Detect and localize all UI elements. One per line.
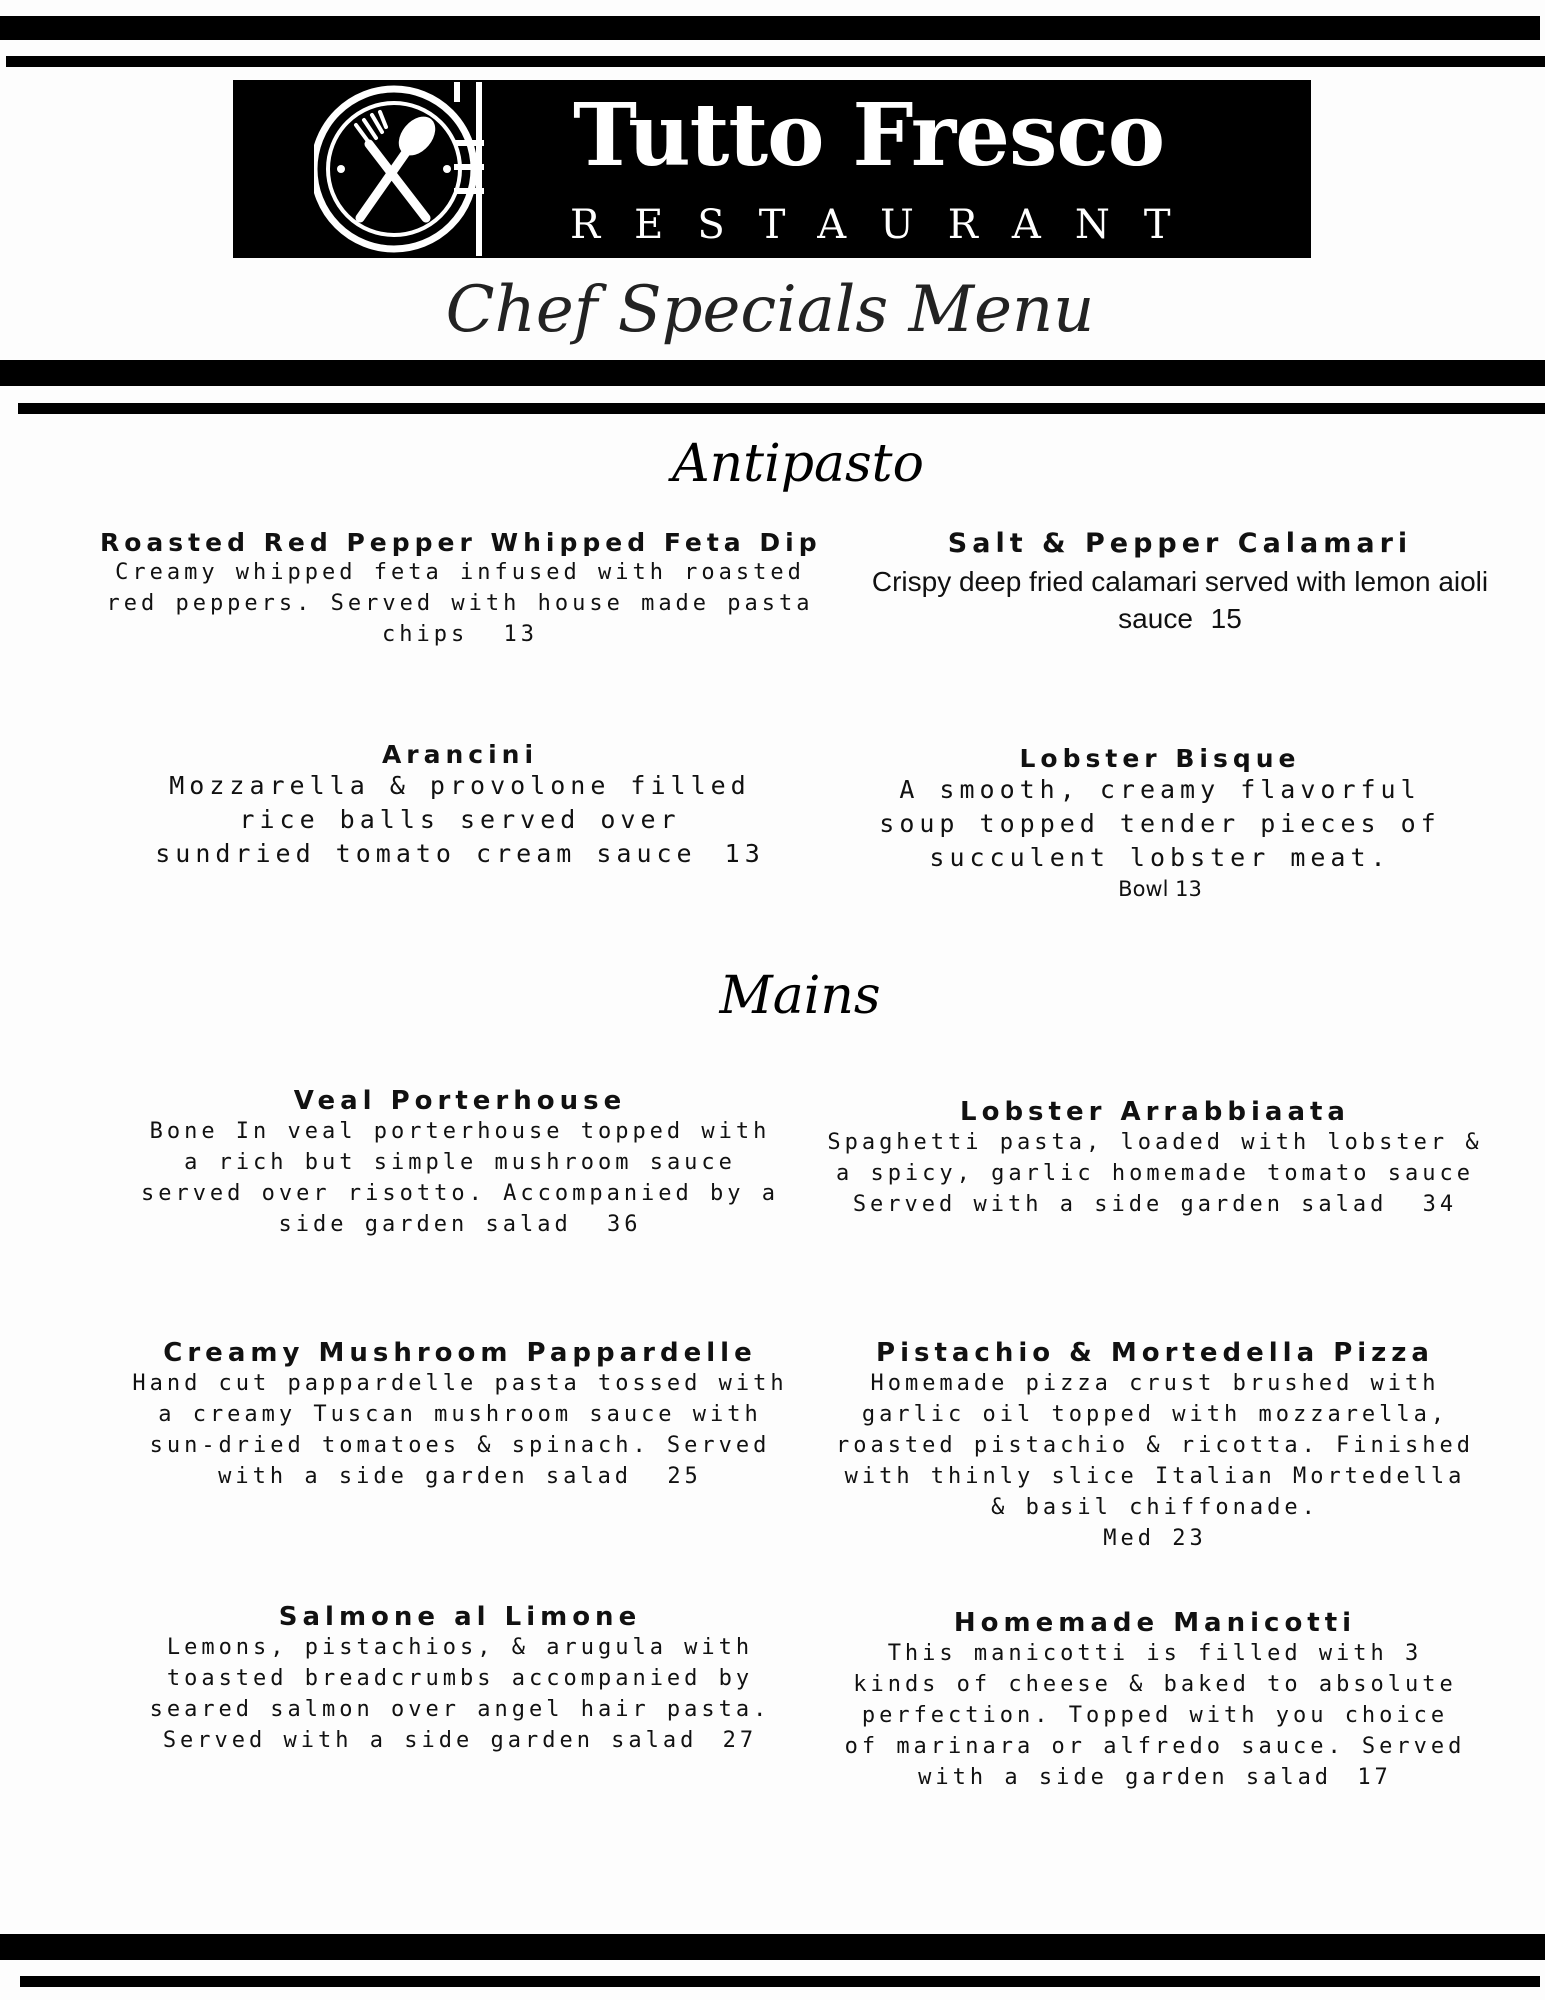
item-name: Creamy Mushroom Pappardelle <box>163 1338 757 1368</box>
item-name: Lobster Bisque <box>1019 744 1301 773</box>
menu-item <box>100 528 820 650</box>
item-price: Bowl 13 <box>1118 877 1202 901</box>
item-price: 13 <box>503 622 538 647</box>
restaurant-name: Tutto Fresco <box>573 85 1165 186</box>
header-bottom-bar-thick <box>0 360 1545 386</box>
item-name: Homemade Manicotti <box>953 1608 1357 1638</box>
item-price: 15 <box>1210 603 1242 634</box>
item-price: 36 <box>606 1212 642 1237</box>
item-name: Arancini <box>381 740 539 769</box>
item-name: Salt & Pepper Calamari <box>947 528 1413 559</box>
item-name: Lobster Arrabbiaata <box>960 1097 1350 1127</box>
top-bar-thin <box>6 56 1545 67</box>
item-description-text: Bone In veal porterhouse topped with a rich but simple mushroom sauce served over risotto. Accompanied by a side garden salad <box>140 1119 780 1237</box>
item-description-text: Crispy deep fried calamari served with lemon aioli sauce <box>871 566 1489 634</box>
menu-item <box>120 1338 800 1492</box>
item-price: 25 <box>667 1464 702 1489</box>
item-description <box>100 557 820 650</box>
item-description-text: Creamy whipped feta infused with roasted red peppers. Served with house made pasta chips <box>106 560 814 647</box>
logo-banner <box>233 80 1311 258</box>
item-description-text: Spaghetti pasta, loaded with lobster & a spicy, garlic homemade tomato sauce Served with a side garden salad <box>827 1130 1483 1217</box>
item-price: Med 23 <box>1103 1526 1207 1551</box>
menu-title: Chef Specials Menu <box>445 273 1095 347</box>
item-description <box>150 769 770 871</box>
menu-item <box>860 528 1500 637</box>
section-title-antipasto: Antipasto <box>672 434 924 494</box>
menu-item <box>150 740 770 871</box>
item-description <box>860 563 1500 637</box>
item-description: A smooth, creamy flavorful soup topped tender pieces of succulent lobster meat. <box>879 775 1441 872</box>
menu-item <box>830 1338 1480 1554</box>
fork-spoon-plate-icon <box>314 80 492 258</box>
top-bar-thick <box>0 16 1540 40</box>
item-description <box>140 1632 780 1756</box>
item-name: Salmone al Limone <box>278 1602 642 1632</box>
item-price: 27 <box>722 1728 758 1753</box>
menu-item <box>140 1086 780 1240</box>
item-description: Homemade pizza crust brushed with garlic oil topped with mozzarella, roasted pistachio & ricotta. Finished with thinly slice Italian Mortedella & basil chiffonade. <box>835 1371 1475 1520</box>
restaurant-subtitle: RESTAURANT <box>570 202 1205 248</box>
menu-item <box>850 744 1470 903</box>
item-name: Pistachio & Mortedella Pizza <box>876 1338 1434 1368</box>
item-description-text: Lemons, pistachios, & arugula with toasted breadcrumbs accompanied by seared salmon over angel hair pasta. Served with a side garden salad <box>149 1635 771 1753</box>
item-description-text: Hand cut pappardelle pasta tossed with a creamy Tuscan mushroom sauce with sun-dried tomatoes & spinach. Served with a side garden salad <box>132 1371 788 1489</box>
item-description-text: This manicotti is filled with 3 kinds of cheese & baked to absolute perfection. Topped with you choice of marinara or alfredo sauce. Served with a side garden salad <box>844 1641 1466 1790</box>
item-name: Veal Porterhouse <box>293 1086 627 1116</box>
item-price: 13 <box>724 839 765 868</box>
menu-item <box>140 1602 780 1756</box>
menu-item <box>840 1608 1470 1793</box>
item-name: Roasted Red Pepper Whipped Feta Dip <box>100 528 822 557</box>
item-description-text: Mozzarella & provolone filled rice balls served over sundried tomato cream sauce <box>155 771 751 868</box>
header-bottom-bar-thin <box>18 403 1545 414</box>
item-description <box>840 1638 1470 1793</box>
footer-bar-thin <box>20 1976 1540 1987</box>
item-description <box>120 1368 800 1492</box>
item-price: 34 <box>1422 1192 1458 1217</box>
section-title-mains: Mains <box>719 966 881 1026</box>
footer-bar-thick <box>0 1934 1545 1960</box>
item-description <box>140 1116 780 1240</box>
item-price: 17 <box>1357 1765 1392 1790</box>
menu-item <box>820 1097 1490 1220</box>
item-description <box>820 1127 1490 1220</box>
